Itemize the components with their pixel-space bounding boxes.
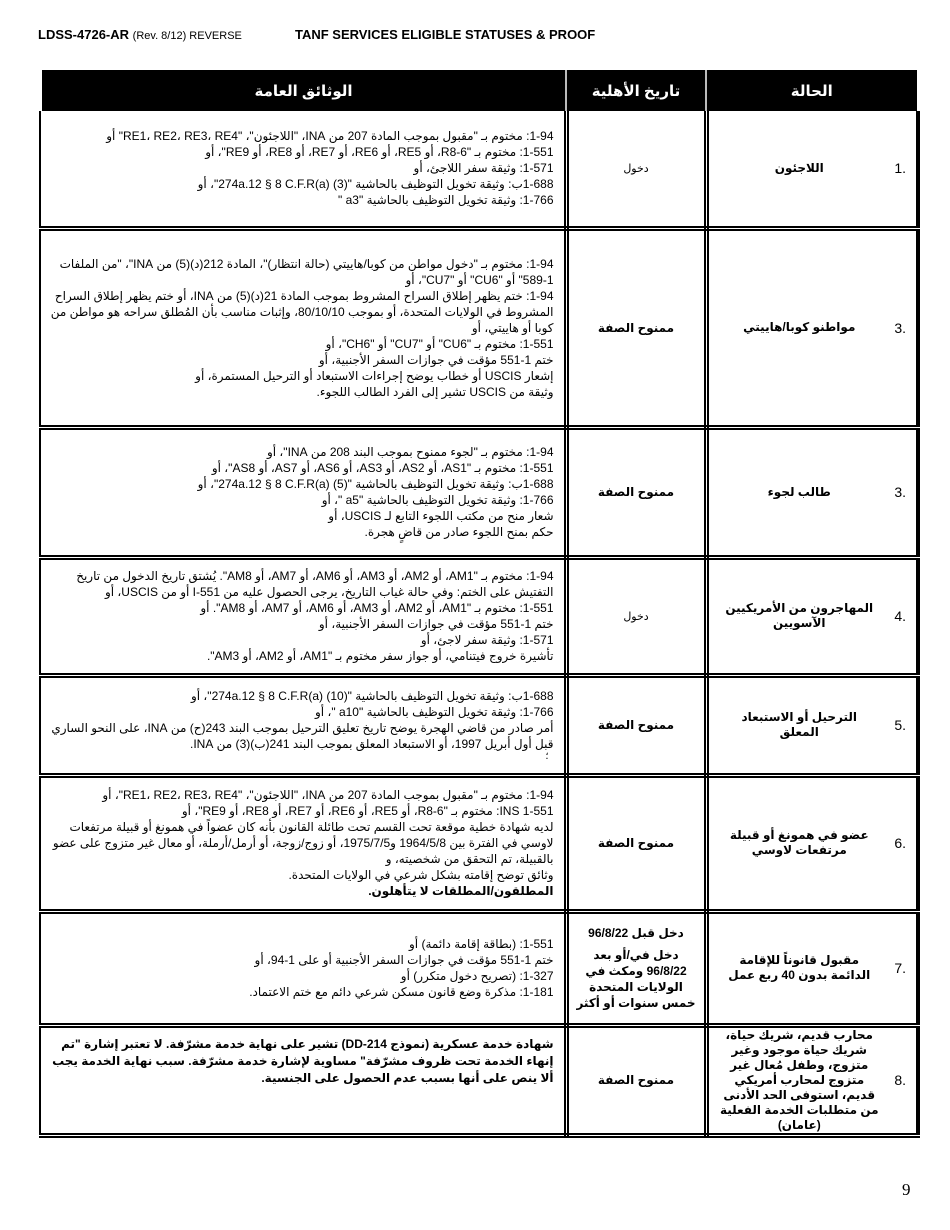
document-line: 1-571: وثيقة سفر اللاجئ، أو (413, 161, 554, 176)
documents-cell (40, 675, 566, 775)
table-header-row (40, 70, 918, 111)
document-line: ختم 1-551 مؤقت في جوازات السفر الأجنبية أو على 1-94، أو (254, 953, 554, 967)
table-row (40, 111, 918, 228)
document-line-note: المطلقون/المطلقات لا يتأهلون. (368, 884, 554, 898)
table-row (40, 228, 918, 427)
status-label: المهاجرون من الأمريكيين الآسويين (725, 601, 874, 630)
form-revision: (Rev. 8/12) REVERSE (132, 30, 242, 42)
document-line: 1-94: مختوم بـ "مقبول بموجب المادة 207 من INA، "اللاجئون"، "RE1، RE2، RE3، RE4"، أو (102, 788, 554, 802)
document-line: 1-94: مختوم بـ "لجوء ممنوح بموجب البند 208 من INA"، أو (266, 445, 554, 459)
document-line: 1-94: ختم يظهر إطلاق السراح المشروط بموجب المادة 21(د)(5) من INA، أو ختم يظهر إطلاق السراح المشروط في الولايات المتحدة، أو بموجب 80/10/10، وإثبات مناسب بأن المُطلق سراحه هو مواطن من كوبا أو هاييتي، أو (50, 288, 554, 335)
row-number: 8. (894, 1072, 906, 1088)
table-row (40, 1025, 918, 1135)
document-line: 1-551: مختوم بـ "AS1، أو AS2، أو AS3، أو AS6، أو AS7، أو AS8"، أو (211, 461, 554, 475)
status-cell (706, 111, 918, 228)
statuses-table (38, 70, 920, 1138)
document-line: شهادة خدمة عسكرية (نموذج DD-214) تشير على نهاية خدمة مشرّفة. لا تعتبر إشارة "تم إنهاء الخدمة تحت ظروف مشرّفة" مساوية لإشارة خدمة مشرّفة. سبب نهاية الخدمة يجب ألا ينص على أنها بسبب عدم الحصول على الجنسية. (52, 1036, 554, 1085)
table-row (40, 675, 918, 775)
eligibility-date-group (569, 921, 704, 1015)
column-header-status: الحالة (706, 70, 918, 111)
status-label: طالب لجوء (767, 484, 831, 499)
status-cell (706, 1025, 918, 1135)
document-line: 1-94: مختوم بـ "AM1، أو AM2، أو AM3، أو AM6، أو AM7، أو AM8". يُشتق تاريخ الدخول من تاريخ التفتيش على الختم: وفي حالة غياب التاريخ، يرجى الحصول عليه من I-551 أو من USCIS، أو (76, 569, 554, 599)
document-line: وثيقة من USCIS تشير إلى الفرد الطالب اللجوء. (316, 384, 554, 399)
status-label: اللاجئون (774, 160, 824, 175)
row-number: 4. (894, 608, 906, 624)
page-number: 9 (902, 1180, 911, 1199)
status-cell (706, 557, 918, 675)
document-line: 1-551: مختوم بـ "AM1، أو AM2، أو AM3، أو AM6، أو AM7، أو AM8". أو (200, 601, 554, 615)
eligibility-date: ممنوح الصفة (597, 485, 675, 499)
document-line: 1-94: مختوم بـ "دخول مواطن من كوبا/هاييتي (حالة انتظار)"، المادة 212(د)(5) من INA"، "من الملفات 1-589" أو "CU6" أو "CU7"، أو (59, 256, 554, 287)
eligibility-date-after: دخل في/أو بعد 96/8/22 ومكث في الولايات المتحدة خمس سنوات أو أكثر (576, 948, 696, 1010)
eligibility-date: ممنوح الصفة (597, 718, 675, 732)
document-line: حكم بمنح اللجوء صادر من قاضٍ هجرة. (364, 525, 554, 539)
eligibility-date-cell (566, 228, 706, 427)
eligibility-date: دخول (623, 162, 649, 175)
document-line: 1-688ب: وثيقة تخويل التوظيف بالحاشية "(5) (a)274a.12 § 8 C.F.R"، أو (197, 477, 554, 491)
eligibility-date-cell (566, 911, 706, 1025)
eligibility-date-cell (566, 1025, 706, 1135)
eligibility-date-cell (566, 111, 706, 228)
eligibility-date-cell (566, 557, 706, 675)
status-cell (706, 675, 918, 775)
document-line: شعار منح من مكتب اللجوء التابع لـ USCIS، أو (328, 509, 554, 523)
document-line: 1-181: مذكرة وضع قانون مسكن شرعي دائم مع ختم الاعتماد. (249, 985, 554, 999)
row-number: 7. (894, 960, 906, 976)
column-header-documents: الوثائق العامة (40, 70, 566, 111)
status-label: الترحيل أو الاستبعاد المعلق (741, 710, 858, 739)
document-line: ختم 1-551 مؤقت في جوازات السفر الأجنبية، أو (318, 617, 554, 631)
document-line: 1-571: وثيقة سفر لاجئ، أو (420, 633, 554, 647)
document-line: إشعار USCIS أو خطاب يوضح إجراءات الاستبعاد أو الترحيل المستمرة، أو (195, 368, 554, 383)
status-cell (706, 911, 918, 1025)
eligibility-date-cell (566, 675, 706, 775)
status-cell (706, 228, 918, 427)
eligibility-date: ممنوح الصفة (597, 320, 675, 335)
document-line: INS 1-551: مختوم بـ "R8-6، أو RE5، أو RE6، أو RE7، أو RE8، أو RE9"، أو (181, 804, 554, 818)
documents-cell (40, 557, 566, 675)
documents-cell (40, 775, 566, 911)
documents-cell (40, 1025, 566, 1135)
form-id: LDSS-4726-AR (38, 27, 130, 42)
status-label: مواطنو كوبا/هاييتي (743, 320, 856, 334)
eligibility-date-cell (566, 427, 706, 557)
status-label: عضو في همونغ أو قبيلة مرتفعات لاوسي (729, 828, 869, 857)
eligible-statuses-table (38, 70, 916, 1138)
eligibility-date: ممنوح الصفة (597, 1073, 675, 1087)
documents-cell (40, 228, 566, 427)
document-line: 1-94: مختوم بـ "مقبول بموجب المادة 207 من INA، "اللاجئون"، "RE1، RE2، RE3، RE4" أو (106, 129, 554, 144)
table-row (40, 557, 918, 675)
status-cell (706, 427, 918, 557)
document-line: تأشيرة خروج فيتنامي، أو جواز سفر مختوم بـ "AM1، أو AM2، أو AM3". (206, 649, 554, 663)
status-label: مقبول قانوناً للإقامة الدائمة بدون 40 ربع عمل (728, 953, 871, 982)
document-line: ختم 1-551 مؤقت في جوازات السفر الأجنبية، أو (318, 352, 554, 367)
eligibility-date: دخول (623, 610, 649, 623)
document-title: TANF SERVICES ELIGIBLE STATUSES & PROOF (295, 27, 596, 42)
column-header-eligibility-date: تاريخ الأهلية (566, 70, 706, 111)
document-line: 1-688ب: وثيقة تخويل التوظيف بالحاشية "(10) (a)274a.12 § 8 C.F.R"، أو (190, 689, 554, 703)
eligibility-date-before: دخل قبل 96/8/22 (588, 926, 684, 940)
row-number: 6. (894, 835, 906, 851)
table-row (40, 911, 918, 1025)
row-number: 1. (894, 160, 906, 177)
document-line: أمر صادر من قاضي الهجرة يوضح تاريخ تعليق الترحيل بموجب البند 243(ح) من INA، على النحو الساري قبل أول أبريل 1997، أو الاستبعاد المعلق بموجب البند 241(ب)(3) من INA. (51, 721, 554, 751)
footnote-mark: ؛ (545, 751, 549, 762)
document-line: 1-688ب: وثيقة تخويل التوظيف بالحاشية "(3) (a)274a.12 § 8 C.F.R"، أو (197, 177, 554, 192)
documents-cell (40, 911, 566, 1025)
documents-cell (40, 427, 566, 557)
document-line: 1-327: (تصريح دخول متكرر) أو (400, 969, 554, 983)
document-line: لديه شهادة خطية موقعة تحت القسم تحت طائلة القانون بأنه كان عضواً في همونغ أو قبيلة مرتفعات لاوسي في الفترة بين 1964/5/8 و1975/7/5، أو زوج/زوجة، أو أرمل/أرملة، أو معال غير متزوج على عضو بالقبيلة، تم التحقق من شخصيته، و (52, 820, 554, 866)
row-number: 5. (894, 717, 906, 733)
table-row (40, 775, 918, 911)
document-line: 1-551: مختوم بـ "CU6" أو "CU7" أو "CH6"، أو (325, 336, 554, 351)
document-line: وثائق توضح إقامته بشكل شرعي في الولايات المتحدة. (288, 868, 554, 882)
document-line: 1-766: وثيقة تخويل التوظيف بالحاشية "a5 "، أو (321, 493, 554, 507)
document-line: 1-766: وثيقة تخويل التوظيف بالحاشية "a3 " (338, 193, 554, 208)
document-line: 1-551: مختوم بـ "R8-6، أو RE5، أو RE6، أو RE7، أو RE8، أو RE9"، أو (205, 145, 554, 160)
status-cell (706, 775, 918, 911)
page-header (38, 27, 596, 42)
status-label: محارب قديم، شريك حياة، شريك حياة موجود وغير متزوج، وطفل مُعال غير متزوج لمحارب أمريكي قديم، استوفى الحد الأدنى من متطلبات الخدمة الفعلية (عامان) (719, 1027, 879, 1132)
eligibility-date: ممنوح الصفة (597, 836, 675, 850)
row-number: 3. (894, 319, 906, 336)
row-number: 3. (894, 484, 906, 500)
eligibility-date-cell (566, 775, 706, 911)
table-row (40, 427, 918, 557)
document-line: 1-551: (بطاقة إقامة دائمة) أو (409, 937, 554, 951)
document-line: 1-766: وثيقة تخويل التوظيف بالحاشية "a10 "، أو (315, 705, 554, 719)
documents-cell (40, 111, 566, 228)
